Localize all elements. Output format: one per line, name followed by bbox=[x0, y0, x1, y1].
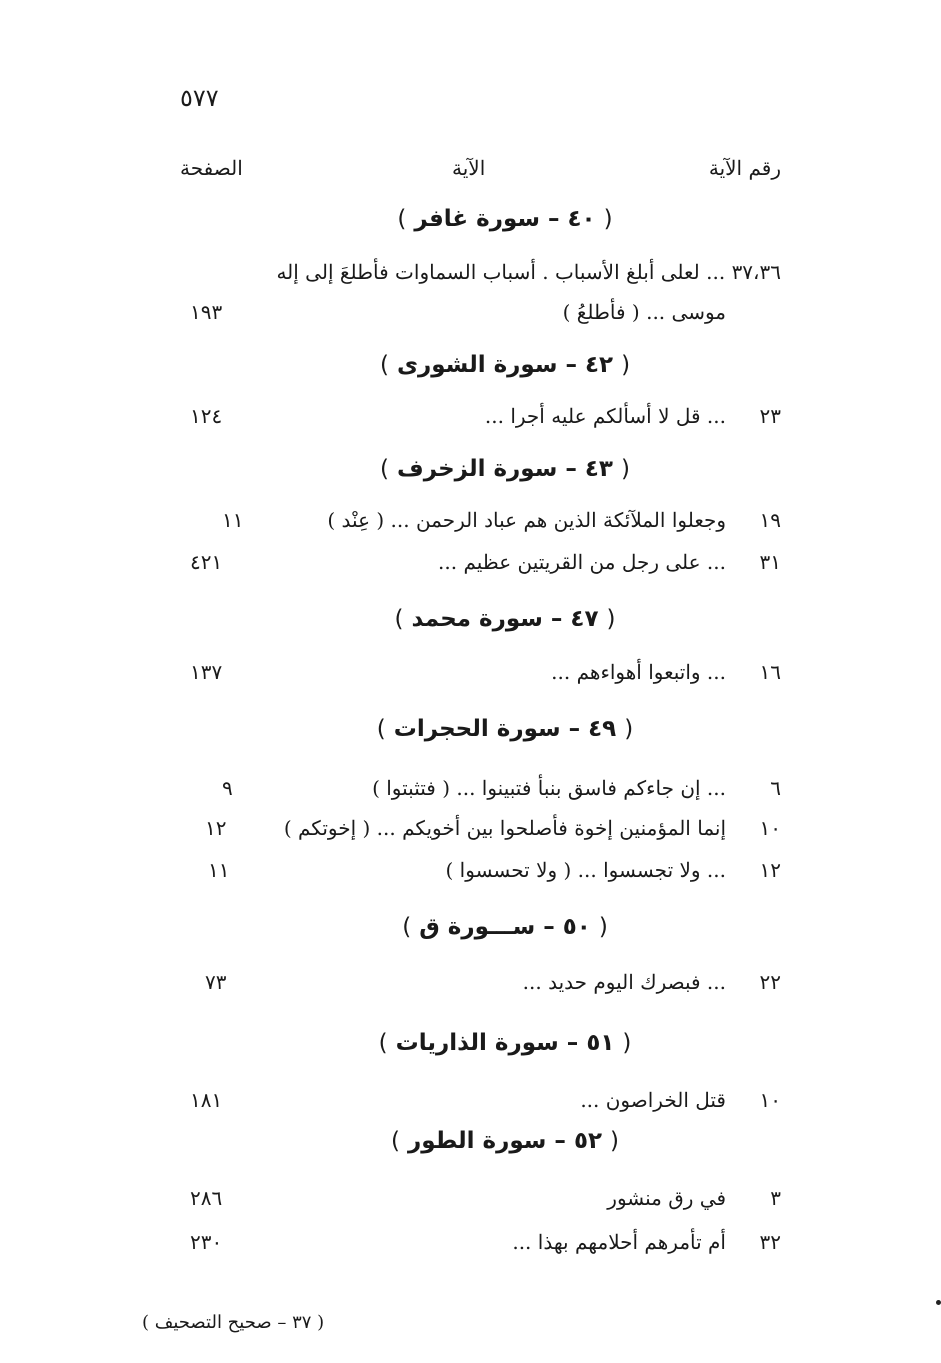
header-ayah-number: رقم الآية bbox=[708, 156, 781, 180]
ayah-number: ١٢ bbox=[759, 858, 781, 882]
paren-close: ) bbox=[397, 206, 407, 232]
ayah-number: ٣٢ bbox=[759, 1230, 781, 1254]
ayah-text: موسى ... ( فأطلعُ ) bbox=[562, 300, 726, 324]
index-row bbox=[0, 1230, 941, 1264]
index-row bbox=[0, 300, 941, 334]
index-row bbox=[0, 260, 941, 294]
ayah-number: ٢٢ bbox=[759, 970, 781, 994]
header-page: الصفحة bbox=[180, 156, 243, 180]
ayah-number: ٣١ bbox=[759, 550, 781, 574]
ayah-number: ٦ bbox=[770, 776, 781, 800]
ayah-number: ٣ bbox=[770, 1186, 781, 1210]
surah-heading-51 bbox=[230, 1030, 780, 1056]
ayah-number: ٢٣ bbox=[759, 404, 781, 428]
ayah-text: ... على رجل من القريتين عظيم ... bbox=[438, 550, 726, 574]
index-row bbox=[0, 776, 941, 810]
paren-close: ) bbox=[394, 606, 404, 632]
paren-open: ( bbox=[606, 606, 616, 632]
surah-title: ٤٠ – سورة غافر bbox=[414, 206, 596, 232]
paren-open: ( bbox=[603, 206, 613, 232]
ayah-text: ... واتبعوا أهواءهم ... bbox=[551, 660, 726, 684]
surah-title: ٥٢ – سورة الطور bbox=[407, 1128, 603, 1154]
paren-close: ) bbox=[380, 456, 390, 482]
page-ref: ١١ bbox=[222, 508, 244, 532]
index-row bbox=[0, 970, 941, 1004]
scan-mark bbox=[936, 1300, 941, 1305]
surah-title: ٥١ – سورة الذاريات bbox=[395, 1030, 615, 1056]
ayah-text: وجعلوا الملآئكة الذين هم عباد الرحمن ... ( عِنْد ) bbox=[327, 508, 726, 532]
ayah-text: ٣٧،٣٦ ... لعلى أبلغ الأسباب . أسباب السماوات فأطلعَ إلى إله bbox=[276, 260, 781, 284]
paren-open: ( bbox=[621, 352, 631, 378]
surah-title: ٤٣ – سورة الزخرف bbox=[397, 456, 613, 482]
index-row bbox=[0, 858, 941, 892]
page-ref: ٧٣ bbox=[205, 970, 227, 994]
page-ref: ١١ bbox=[208, 858, 230, 882]
ayah-number: ١٠ bbox=[759, 816, 781, 840]
surah-heading-52 bbox=[230, 1128, 780, 1154]
paren-open: ( bbox=[620, 456, 630, 482]
paren-open: ( bbox=[610, 1128, 620, 1154]
page-ref: ١٢٤ bbox=[190, 404, 223, 428]
ayah-text: قتل الخراصون ... bbox=[580, 1088, 726, 1112]
ayah-text: ... إن جاءكم فاسق بنبأ فتبينوا ... ( فتثبتوا ) bbox=[372, 776, 726, 800]
index-row bbox=[0, 550, 941, 584]
page-ref: ٢٨٦ bbox=[190, 1186, 223, 1210]
paren-open: ( bbox=[624, 716, 634, 742]
surah-title: ٤٩ – سورة الحجرات bbox=[393, 716, 617, 742]
surah-heading-50 bbox=[230, 914, 780, 940]
paren-open: ( bbox=[598, 914, 608, 940]
ayah-text: ... فبصرك اليوم حديد ... bbox=[522, 970, 726, 994]
paren-close: ) bbox=[379, 352, 389, 378]
signature-footer: ( ٣٧ – صحيح التصحيف ) bbox=[142, 1312, 325, 1333]
page-ref: ٩ bbox=[222, 776, 233, 800]
surah-title: ٤٧ – سورة محمد bbox=[411, 606, 599, 632]
surah-heading-47 bbox=[230, 606, 780, 632]
ayah-text: أم تأمرهم أحلامهم بهذا ... bbox=[512, 1230, 726, 1254]
surah-title: ٥٠ – ســـورة ق bbox=[419, 914, 591, 940]
surah-title: ٤٢ – سورة الشورى bbox=[396, 352, 614, 378]
surah-heading-42 bbox=[230, 352, 780, 378]
index-row bbox=[0, 508, 941, 542]
surah-heading-49 bbox=[230, 716, 780, 742]
ayah-text: إنما المؤمنين إخوة فأصلحوا بين أخويكم ... ( إخوتكم ) bbox=[283, 816, 726, 840]
page-ref: ٢٣٠ bbox=[190, 1230, 223, 1254]
page-number: ٥٧٧ bbox=[180, 84, 219, 112]
index-row bbox=[0, 660, 941, 694]
ayah-number: ١٠ bbox=[759, 1088, 781, 1112]
ayah-text: في رق منشور bbox=[607, 1186, 726, 1210]
page-ref: ١٢ bbox=[205, 816, 227, 840]
paren-close: ) bbox=[378, 1030, 388, 1056]
page-ref: ١٨١ bbox=[190, 1088, 223, 1112]
paren-close: ) bbox=[376, 716, 386, 742]
index-row bbox=[0, 1186, 941, 1220]
page-ref: ١٩٣ bbox=[190, 300, 223, 324]
index-row bbox=[0, 816, 941, 850]
surah-heading-40 bbox=[230, 206, 780, 232]
page-ref: ٤٢١ bbox=[190, 550, 223, 574]
page-ref: ١٣٧ bbox=[190, 660, 223, 684]
ayah-number: ١٦ bbox=[759, 660, 781, 684]
ayah-text: ... ولا تجسسوا ... ( ولا تحسسوا ) bbox=[445, 858, 726, 882]
paren-close: ) bbox=[402, 914, 412, 940]
ayah-number: ١٩ bbox=[759, 508, 781, 532]
paren-close: ) bbox=[390, 1128, 400, 1154]
paren-open: ( bbox=[622, 1030, 632, 1056]
ayah-text: ... قل لا أسألكم عليه أجرا ... bbox=[484, 404, 726, 428]
index-row bbox=[0, 1088, 941, 1122]
index-row bbox=[0, 404, 941, 438]
header-ayah: الآية bbox=[452, 156, 486, 180]
surah-heading-43 bbox=[230, 456, 780, 482]
